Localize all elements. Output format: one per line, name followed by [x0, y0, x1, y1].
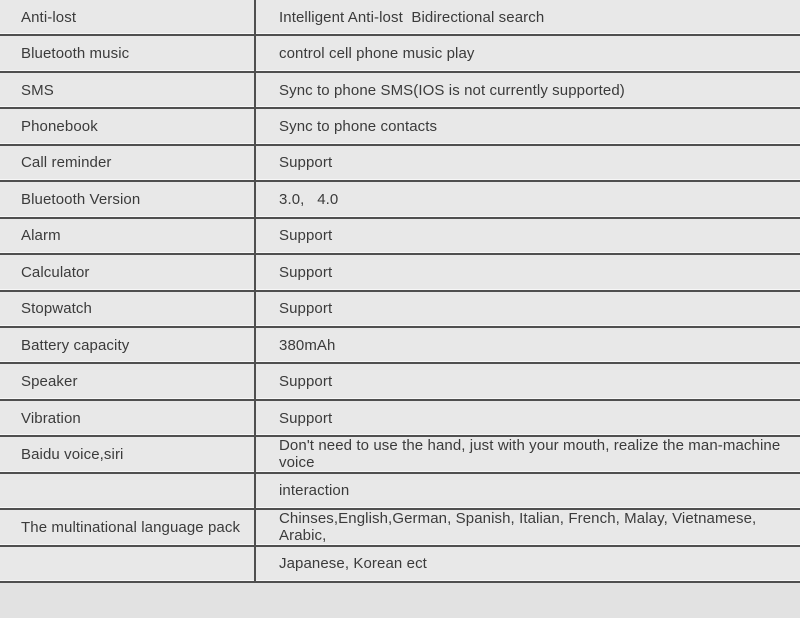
table-row [0, 0, 800, 36]
table-row [0, 36, 800, 72]
feature-cell: Stopwatch [0, 292, 256, 326]
value-cell: Support [279, 373, 333, 391]
feature-cell: Baidu voice,siri [0, 437, 256, 471]
feature-cell: Anti-lost [0, 0, 256, 34]
feature-cell: Vibration [0, 401, 256, 435]
value-cell: Don't need to use the hand, just with your mouth, realize the man-machine voice [279, 437, 785, 472]
feature-cell: Bluetooth Version [0, 182, 256, 216]
value-cell: interaction [279, 482, 350, 500]
table-row [0, 364, 800, 400]
value-cell: control cell phone music play [279, 45, 475, 63]
table-row [0, 474, 800, 510]
table-row [0, 437, 800, 473]
feature-cell [0, 474, 256, 508]
value-cell: Support [279, 263, 333, 281]
table-row [0, 182, 800, 218]
table-row [0, 328, 800, 364]
feature-cell: Bluetooth music [0, 36, 256, 70]
feature-cell: The multinational language pack [0, 510, 256, 544]
value-cell: Chinses,English,German, Spanish, Italian, French, Malay, Vietnamese, Arabic, [279, 510, 760, 545]
feature-cell: Phonebook [0, 109, 256, 143]
value-cell: Sync to phone SMS(IOS is not currently supported) [279, 81, 625, 99]
table-row [0, 547, 800, 583]
table-footer-strip [0, 583, 800, 616]
value-cell: 3.0, 4.0 [279, 190, 339, 208]
table-row [0, 401, 800, 437]
value-cell: 380mAh [279, 336, 336, 354]
value-cell: Support [279, 227, 333, 245]
feature-cell: Call reminder [0, 146, 256, 180]
table-row [0, 255, 800, 291]
table-row [0, 146, 800, 182]
feature-cell: Battery capacity [0, 328, 256, 362]
table-row [0, 73, 800, 109]
table-row [0, 219, 800, 255]
table-row [0, 292, 800, 328]
value-cell: Sync to phone contacts [279, 118, 438, 136]
feature-cell [0, 547, 256, 581]
feature-cell: SMS [0, 73, 256, 107]
value-cell: Support [279, 409, 333, 427]
value-cell: Support [279, 154, 333, 172]
table-row [0, 109, 800, 145]
value-cell: Intelligent Anti-lost Bidirectional search [279, 8, 545, 26]
feature-cell: Alarm [0, 219, 256, 253]
value-cell: Japanese, Korean ect [279, 555, 427, 573]
feature-cell: Calculator [0, 255, 256, 289]
value-cell: Support [279, 300, 333, 318]
feature-cell: Speaker [0, 364, 256, 398]
table-row [0, 510, 800, 546]
